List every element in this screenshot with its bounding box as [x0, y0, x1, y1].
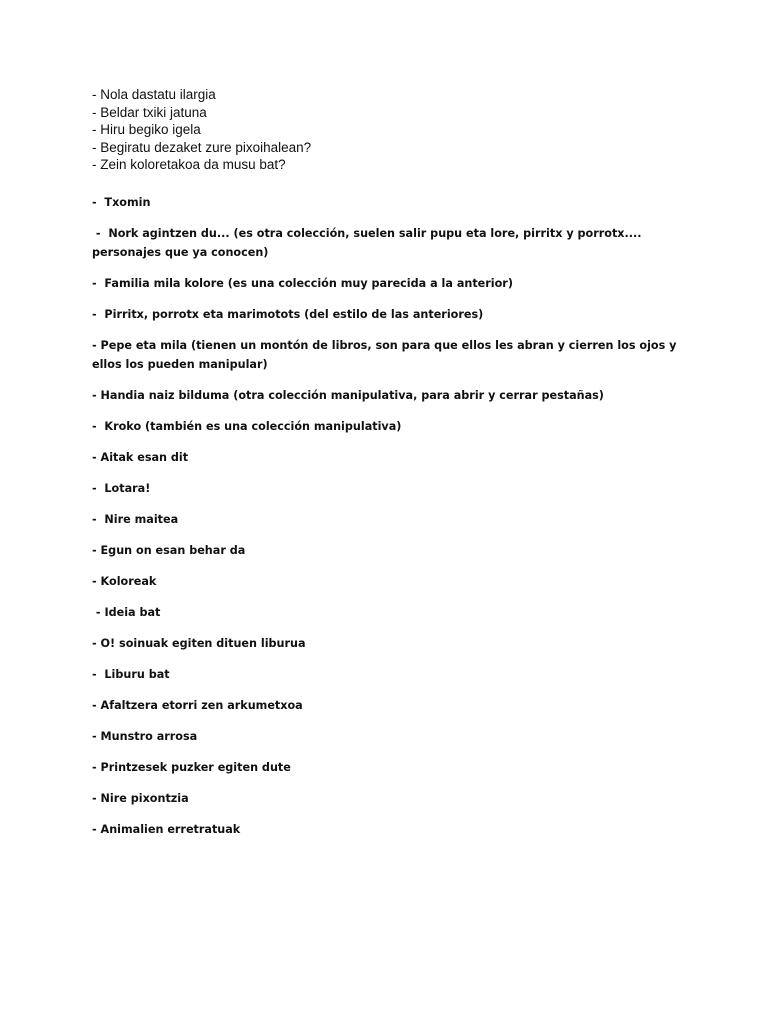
- list-item: - Nire pixontzia: [92, 792, 189, 805]
- list-item: - Afaltzera etorri zen arkumetxoa: [92, 699, 303, 712]
- list-item: - Nork agintzen du... (es otra colección, suelen salir pupu eta lore, pirritx y porrotx.... personajes que ya conocen): [92, 227, 646, 259]
- list-item: - Familia mila kolore (es una colección muy parecida a la anterior): [92, 277, 513, 290]
- list-item: - Nire maitea: [92, 513, 179, 526]
- list-item: - Aitak esan dit: [92, 451, 189, 464]
- list-item: - Liburu bat: [92, 668, 170, 681]
- list-item: - Egun on esan behar da: [92, 544, 246, 557]
- list-item: - Kroko (también es una colección manipulativa): [92, 420, 402, 433]
- list-item: - Nola dastatu ilargia: [92, 87, 216, 102]
- list-item: - Txomin: [92, 196, 151, 209]
- list-item: - Handia naiz bilduma (otra colección manipulativa, para abrir y cerrar pestañas): [92, 389, 604, 402]
- list-item: - Printzesek puzker egiten dute: [92, 761, 291, 774]
- list-item: - Ideia bat: [92, 606, 161, 619]
- list-item: - Zein koloretakoa da musu bat?: [92, 157, 286, 172]
- top-book-list: [92, 86, 692, 174]
- list-item: - Animalien erretratuak: [92, 823, 241, 836]
- list-item: - Koloreak: [92, 575, 157, 588]
- list-item: - Pirritx, porrotx eta marimotots (del estilo de las anteriores): [92, 308, 484, 321]
- list-item: - O! soinuak egiten dituen liburua: [92, 637, 306, 650]
- book-collection-list: [92, 193, 682, 851]
- list-item: - Begiratu dezaket zure pixoihalean?: [92, 139, 312, 155]
- list-item: - Munstro arrosa: [92, 730, 198, 743]
- list-item: - Hiru begiko igela: [92, 122, 201, 137]
- list-item: - Lotara!: [92, 482, 151, 495]
- list-item: - Beldar txiki jatuna: [92, 104, 207, 120]
- list-item: - Pepe eta mila (tienen un montón de libros, son para que ellos les abran y cierren los ojos y ellos los pueden manipular): [92, 339, 681, 371]
